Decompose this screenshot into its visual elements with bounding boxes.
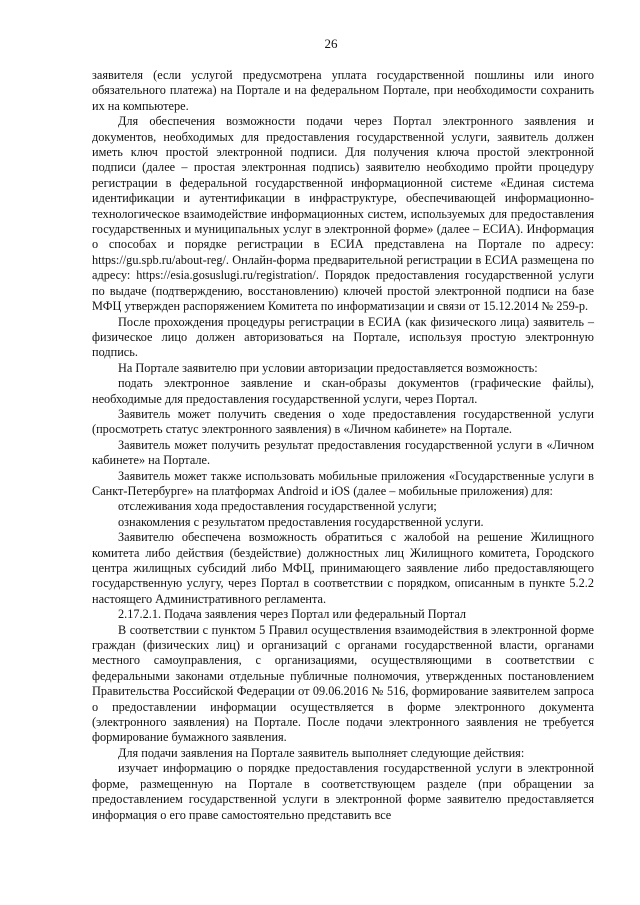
paragraph: Для подачи заявления на Портале заявитель выполняет следующие действия: xyxy=(118,745,525,760)
paragraph: Заявитель может также использовать мобильные приложения «Государственные услуги в Санкт-Петербурге» на платформах Android и iOS (далее – мобильные приложения) для: xyxy=(92,468,594,498)
paragraph: отслеживания хода предоставления государственной услуги; xyxy=(118,499,437,514)
paragraph: ознакомления с результатом предоставления государственной услуги. xyxy=(118,514,484,529)
paragraph: Заявитель может получить результат предоставления государственной услуги в «Личном кабинете» на Портале. xyxy=(92,437,594,468)
paragraph: Заявителю обеспечена возможность обратиться с жалобой на решение Жилищного комитета либо действия (бездействие) должностных лиц Жилищного комитета, Городского центра жилищных субсидий либо МФЦ, принимающего заявление либо предоставляющего государственную услугу, через Портал в соответствии с порядком, описанным в пункте 5.2.2 настоящего Административного регламента. xyxy=(92,530,594,606)
section-heading: 2.17.2.1. Подача заявления через Портал или федеральный Портал xyxy=(118,607,467,622)
document-body xyxy=(92,68,594,823)
paragraph: заявителя (если услугой предусмотрена уплата государственной пошлины или иного обязательного платежа) на Портале и на федеральном Портале, при необходимости сохранить их на компьютере. xyxy=(92,68,594,113)
paragraph: На Портале заявителю при условии авторизации предоставляется возможность: xyxy=(118,360,538,375)
paragraph: изучает информацию о порядке предоставления государственной услуги в электронной форме, размещенную на Портале в соответствующем разделе (при обращении за предоставлением государственной услуги в электронной форме заявителю предоставляется информация о его праве самостоятельно представить все xyxy=(92,761,594,822)
paragraph: В соответствии с пунктом 5 Правил осуществления взаимодействия в электронной форме граждан (физических лиц) и организаций с органами государственной власти, органами местного самоуправления, с организациями, осуществляющими в соответствии с федеральными законами отдельные публичные полномочия, утвержденных постановлением Правительства Российской Федерации от 09.06.2016 № 516, формирование заявителем запроса о предоставлении информации осуществляется в форме электронного документа (электронного заявления) на Портале. После подачи электронного заявления не требуется формирование бумажного заявления. xyxy=(92,622,594,745)
paragraph: Для обеспечения возможности подачи через Портал электронного заявления и документов, необходимых для предоставления государственной услуги, заявитель должен иметь ключ простой электронной подписи. Для получения ключа простой электронной подписи (далее – простая электронная подпись) заявителю необходимо пройти процедуру регистрации в федеральной государственной информационной системе «Единая система идентификации и аутентификации в инфраструктуре, обеспечивающей информационно-технологическое взаимодействие информационных систем, используемых для предоставления государственных и муниципальных услуг в электронной форме» (далее – ЕСИА). Информация о способах и порядке регистрации в ЕСИА представлена на Портале по адресу: https://gu.spb.ru/about-reg/. Онлайн-форма предварительной регистрации в ЕСИА размещена по адресу: https://esia.gosuslugi.ru/registration/. Порядок предоставления государственной услуги по выдаче (подтверждению, восстановлению) ключей простой электронной подписи на базе МФЦ утвержден распоряжением Комитета по информатизации и связи от 15.12.2014 № 259-р. xyxy=(92,114,594,314)
paragraph: Заявитель может получить сведения о ходе предоставления государственной услуги (просмотреть статус электронного заявления) в «Личном кабинете» на Портале. xyxy=(92,406,594,437)
page-number: 26 xyxy=(324,36,338,51)
paragraph: подать электронное заявление и скан-образы документов (графические файлы), необходимые для предоставления государственной услуги, через Портал. xyxy=(92,376,594,406)
paragraph: После прохождения процедуры регистрации в ЕСИА (как физического лица) заявитель – физическое лицо должен авторизоваться на Портале, используя простую электронную подпись. xyxy=(92,314,594,360)
